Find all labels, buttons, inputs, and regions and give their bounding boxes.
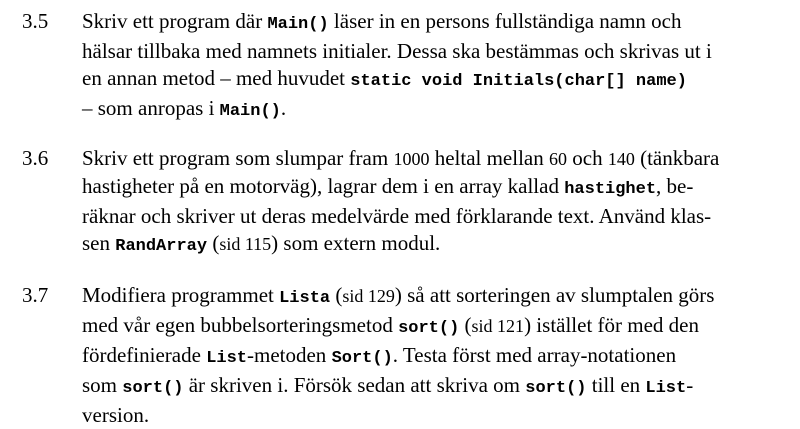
text-line <box>82 342 792 372</box>
text-run: och <box>567 146 608 170</box>
exercise-text <box>82 8 792 125</box>
text-run: ( <box>459 313 472 337</box>
text-run: version. <box>82 403 150 427</box>
code-term: sort() <box>398 319 460 338</box>
text-line <box>82 402 792 429</box>
text-run: ( <box>330 283 343 307</box>
text-run: hälsar tillbaka med namnets initialer. Dessa ska bestämmas och skrivas ut i <box>82 39 712 63</box>
code-term: Main() <box>267 15 329 34</box>
text-run: Skriv ett program som slumpar fram <box>82 146 394 170</box>
text-run: heltal mellan <box>429 146 549 170</box>
code-term: hastighet <box>564 180 657 199</box>
exercise-text <box>82 145 792 260</box>
exercise-number: 3.5 <box>22 9 49 33</box>
code-term: List <box>206 349 247 368</box>
code-term: Main() <box>219 102 281 121</box>
exercise-3-7 <box>22 282 792 429</box>
code-term: RandArray <box>115 237 208 256</box>
text-run: en annan metod – med huvudet <box>82 66 351 90</box>
text-run: ) så att sorteringen av slumptalen görs <box>394 283 715 307</box>
exercise-number: 3.7 <box>22 283 49 307</box>
text-run: Modifiera programmet <box>82 283 280 307</box>
text-line <box>82 203 792 230</box>
exercise-number: 3.6 <box>22 146 49 170</box>
text-run: – som anropas i <box>82 96 220 120</box>
number-text: sid 129 <box>342 286 395 306</box>
code-term: sort() <box>525 379 587 398</box>
text-run: (tänkbara <box>634 146 720 170</box>
exercise-3-5 <box>22 8 792 125</box>
number-text: 60 <box>549 149 567 169</box>
text-run: . Testa först med array-notationen <box>392 343 677 367</box>
code-term: sort() <box>122 379 184 398</box>
text-run: - <box>686 373 694 397</box>
number-text: 1000 <box>393 149 430 169</box>
text-run: ( <box>207 231 220 255</box>
text-line <box>82 38 792 65</box>
text-line <box>82 282 792 312</box>
code-term: List <box>645 379 687 398</box>
text-line <box>82 8 792 38</box>
text-run: sen <box>82 231 116 255</box>
text-run: till en <box>586 373 646 397</box>
number-text: sid 121 <box>471 316 525 336</box>
text-run: Skriv ett program där <box>82 9 268 33</box>
code-term: static void Initials(char[] name) <box>350 72 687 91</box>
text-line <box>82 372 792 402</box>
text-run: är skriven i. Försök sedan att skriva om <box>183 373 526 397</box>
text-line <box>82 95 792 125</box>
text-line <box>82 312 792 342</box>
text-line <box>82 65 792 95</box>
text-run: räknar och skriver ut deras medelvärde med förklarande text. Använd klas- <box>82 204 712 228</box>
text-run: , be- <box>656 174 694 198</box>
code-term: Lista <box>279 289 331 308</box>
text-run: läser in en persons fullständiga namn och <box>328 9 682 33</box>
text-run: som <box>82 373 123 397</box>
text-run: ) istället för med den <box>524 313 700 337</box>
text-run: med vår egen bubbelsorteringsmetod <box>82 313 399 337</box>
exercise-text <box>82 282 792 429</box>
exercise-3-6 <box>22 145 792 260</box>
text-run: . <box>280 96 287 120</box>
text-run: ) som extern modul. <box>271 231 441 255</box>
number-text: 140 <box>607 149 635 169</box>
text-line <box>82 145 792 173</box>
text-line <box>82 230 792 260</box>
text-run: hastigheter på en motorväg), lagrar dem i en array kallad <box>82 174 565 198</box>
text-line <box>82 173 792 203</box>
text-run: fördefinierade <box>82 343 207 367</box>
text-run: -metoden <box>247 343 332 367</box>
code-term: Sort() <box>331 349 393 368</box>
number-text: sid 115 <box>219 234 272 254</box>
